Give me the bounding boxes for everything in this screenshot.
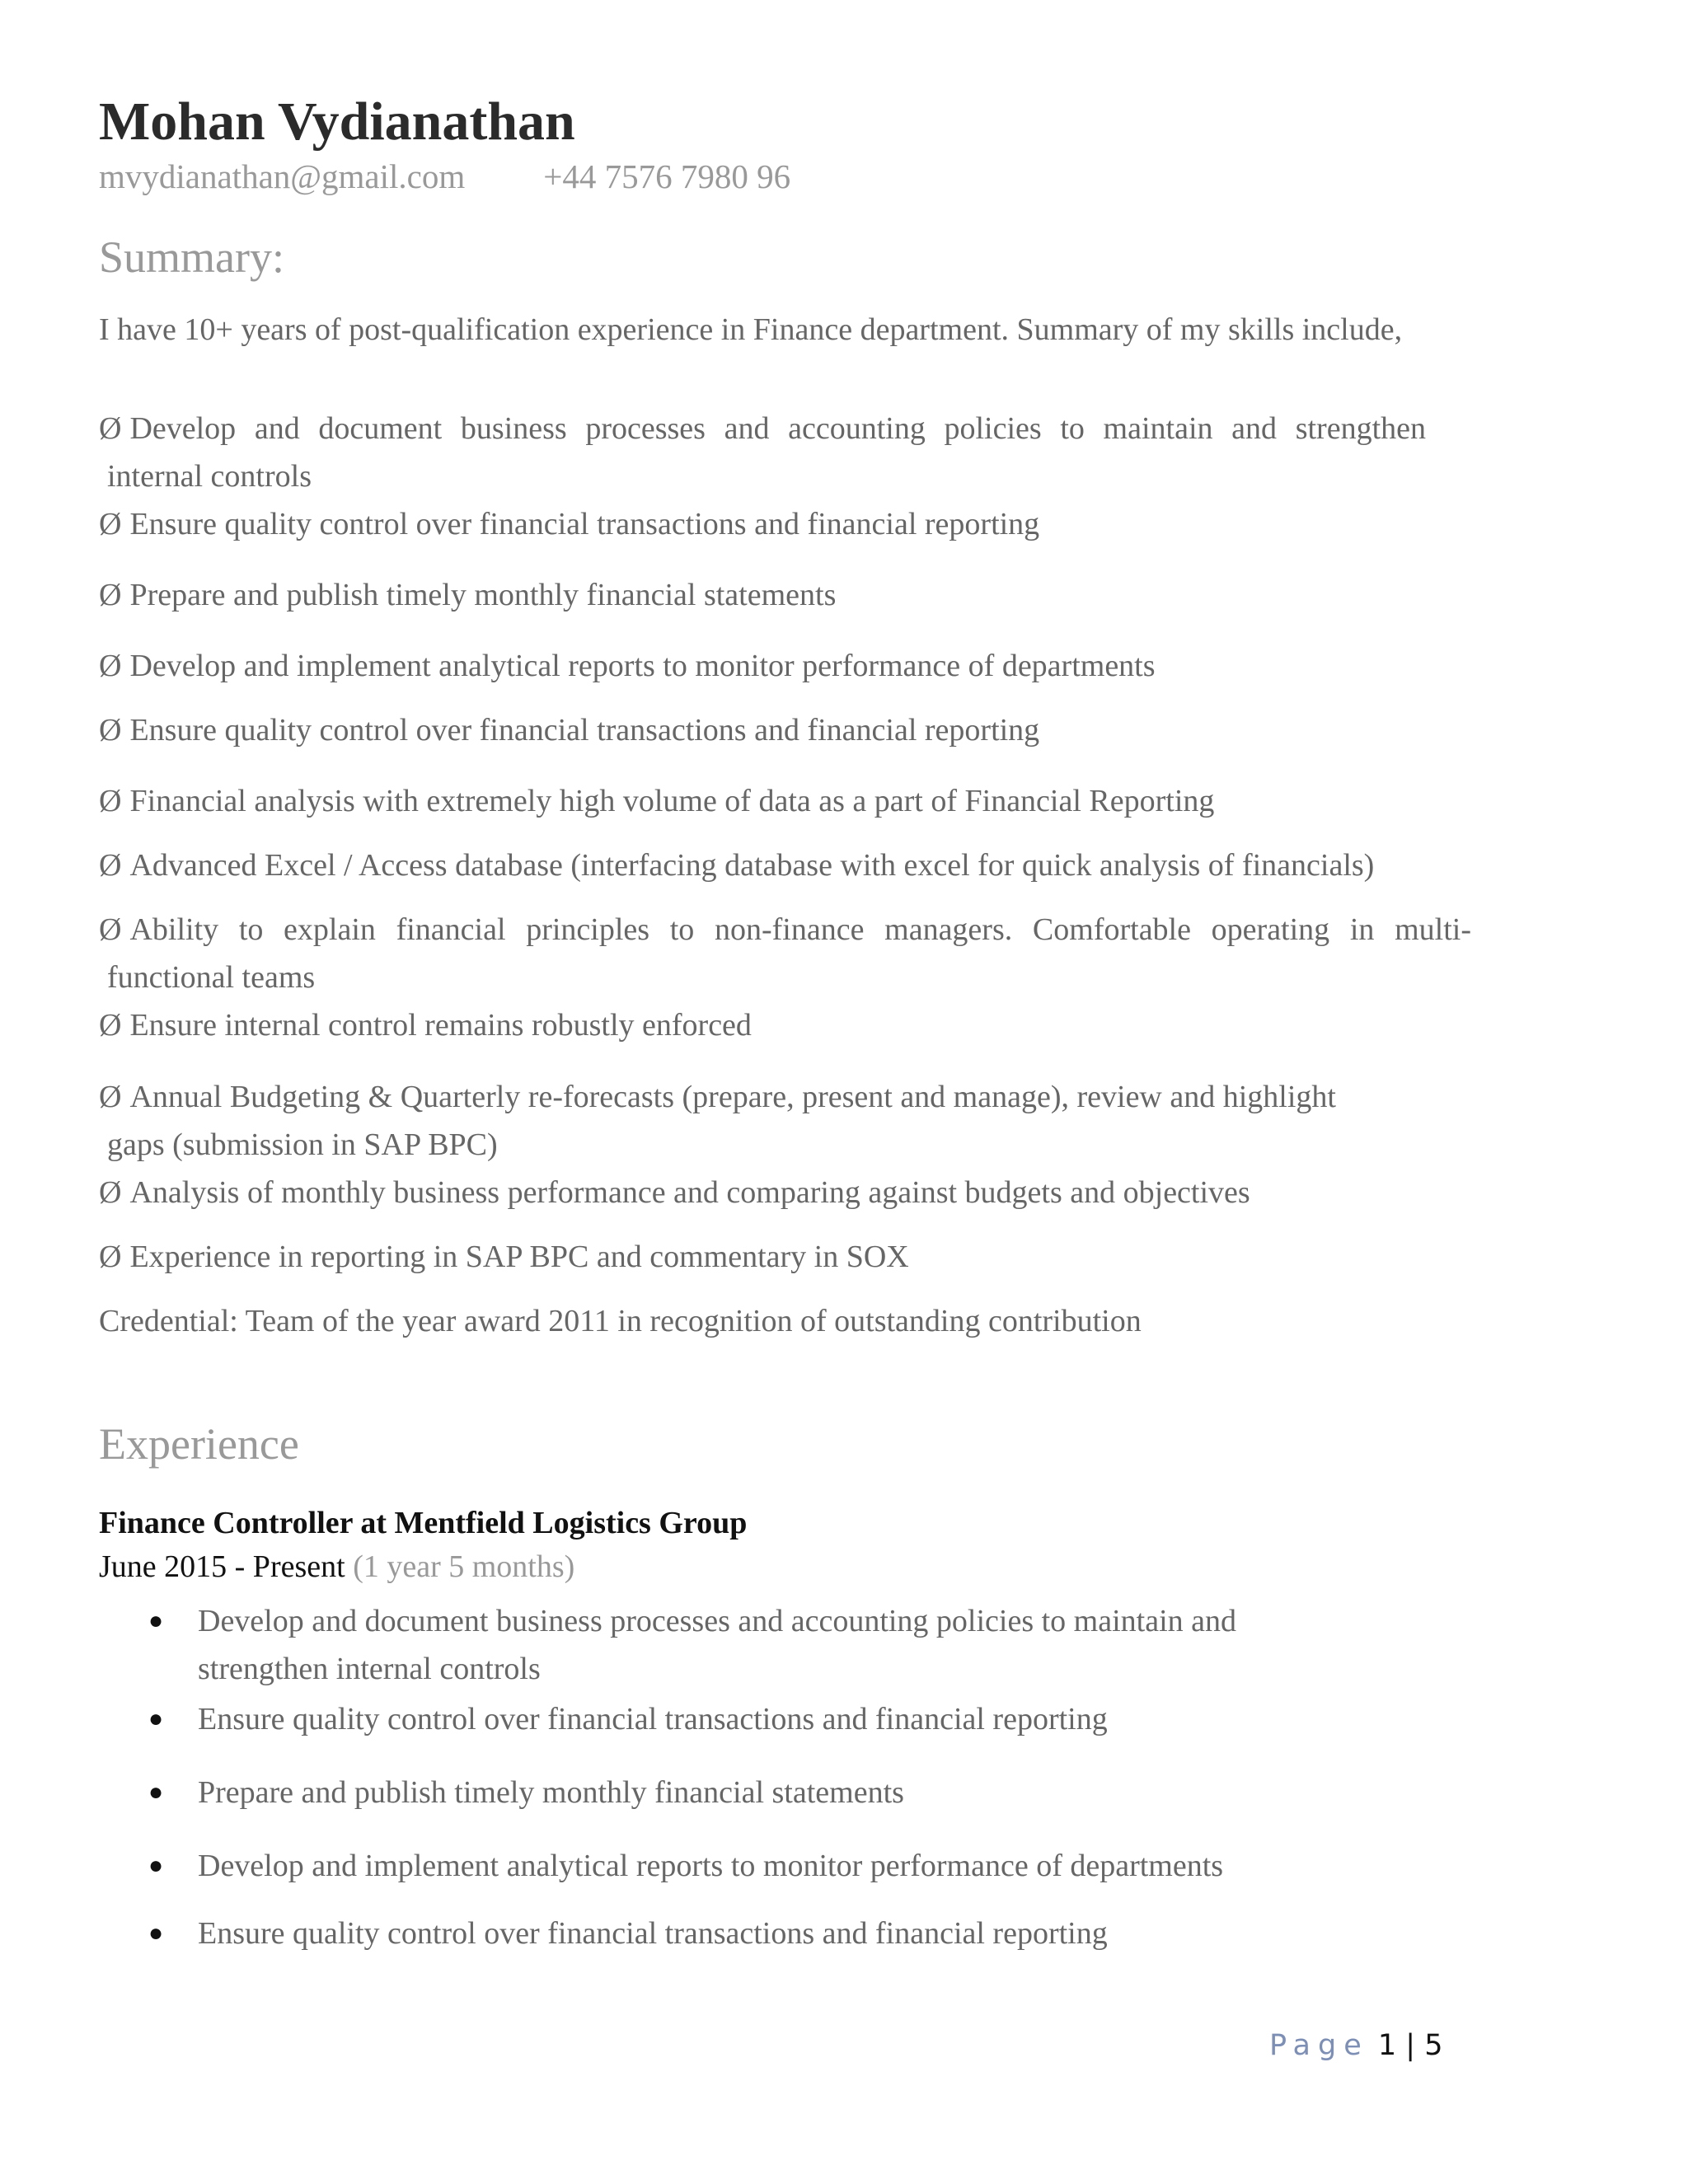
candidate-name: Mohan Vydianathan <box>99 91 575 152</box>
job-bullet-text: Ensure quality control over financial transactions and financial reporting <box>198 1702 1108 1736</box>
bullet-dot-icon: ● <box>148 1705 164 1732</box>
skill-item <box>99 1073 1336 1169</box>
skill-text: Ensure quality control over financial transactions and financial reporting <box>129 507 1040 541</box>
bullet-dot-icon: ● <box>148 1779 164 1806</box>
summary-intro: I have 10+ years of post-qualification experience in Finance department. Summary of my skills include, <box>99 312 1403 347</box>
bullet-mark: Ø <box>99 1240 122 1274</box>
job-bullet-text: Develop and implement analytical reports to monitor performance of departments <box>198 1849 1224 1883</box>
bullet-mark: Ø <box>99 713 122 748</box>
skill-item <box>99 642 1156 690</box>
skill-text: Develop and implement analytical reports to monitor performance of departments <box>129 649 1156 683</box>
job-bullet-text-continued: strengthen internal controls <box>198 1652 541 1686</box>
skill-item <box>99 571 836 619</box>
contact-line <box>99 157 790 196</box>
job-dates <box>99 1549 574 1585</box>
job-duration: (1 year 5 months) <box>353 1549 575 1584</box>
page-label: Page <box>1269 2029 1369 2062</box>
skill-text-continued: functional teams <box>107 960 316 995</box>
page-number: 1 <box>1377 2029 1397 2062</box>
page-separator: | <box>1405 2029 1416 2062</box>
job-bullet-text: Prepare and publish timely monthly financial statements <box>198 1775 904 1810</box>
experience-heading: Experience <box>99 1419 299 1469</box>
job-bullet-text: Ensure quality control over financial transactions and financial reporting <box>198 1916 1108 1951</box>
bullet-mark: Ø <box>99 507 122 541</box>
skill-item <box>99 906 1471 1001</box>
skill-text: Ensure quality control over financial transactions and financial reporting <box>129 713 1040 748</box>
skill-item <box>99 405 1426 500</box>
bullet-mark: Ø <box>99 912 122 947</box>
job-date-range: June 2015 - Present <box>99 1549 345 1584</box>
job-title: Finance Controller at Mentfield Logistics Group <box>99 1506 748 1540</box>
skill-text: Prepare and publish timely monthly financial statements <box>129 578 837 612</box>
bullet-mark: Ø <box>99 848 122 883</box>
skill-text: Annual Budgeting & Quarterly re-forecasts (prepare, present and manage), review and highlight <box>129 1080 1336 1114</box>
skill-text-continued: gaps (submission in SAP BPC) <box>107 1127 498 1162</box>
skill-text: Ability to explain financial principles to non-finance managers. Comfortable operating in multi- <box>129 912 1471 947</box>
skill-text: Ensure internal control remains robustly enforced <box>129 1008 752 1043</box>
bullet-dot-icon: ● <box>148 1852 164 1879</box>
bullet-mark: Ø <box>99 578 122 612</box>
skill-item <box>99 706 1039 754</box>
bullet-mark: Ø <box>99 411 122 446</box>
skill-item <box>99 1169 1250 1216</box>
skill-text: Develop and document business processes and accounting policies to maintain and strengthen <box>129 411 1426 446</box>
page-total: 5 <box>1424 2029 1443 2062</box>
skill-text: Analysis of monthly business performance and comparing against budgets and objectives <box>129 1175 1250 1210</box>
bullet-mark: Ø <box>99 1008 122 1043</box>
skill-item <box>99 500 1039 548</box>
credential-text: Credential: Team of the year award 2011 in recognition of outstanding contribution <box>99 1304 1142 1338</box>
skill-text: Advanced Excel / Access database (interfacing database with excel for quick analysis of financials) <box>129 848 1375 883</box>
page-footer <box>1269 2029 1443 2062</box>
email-text: mvydianathan@gmail.com <box>99 157 466 195</box>
bullet-mark: Ø <box>99 649 122 683</box>
skill-item <box>99 841 1374 889</box>
skill-item <box>99 1233 909 1281</box>
bullet-dot-icon: ● <box>148 1919 164 1947</box>
skill-text: Financial analysis with extremely high volume of data as a part of Financial Reporting <box>129 784 1215 818</box>
bullet-mark: Ø <box>99 784 122 818</box>
bullet-dot-icon: ● <box>148 1607 164 1634</box>
phone-text: +44 7576 7980 96 <box>543 157 791 195</box>
skill-text: Experience in reporting in SAP BPC and commentary in SOX <box>129 1240 909 1274</box>
skill-text-continued: internal controls <box>107 459 312 494</box>
job-bullet-text: Develop and document business processes and accounting policies to maintain and <box>198 1604 1237 1638</box>
skill-item <box>99 1001 752 1049</box>
bullet-mark: Ø <box>99 1080 122 1114</box>
bullet-mark: Ø <box>99 1175 122 1210</box>
summary-heading: Summary: <box>99 232 284 282</box>
skill-item <box>99 777 1214 825</box>
